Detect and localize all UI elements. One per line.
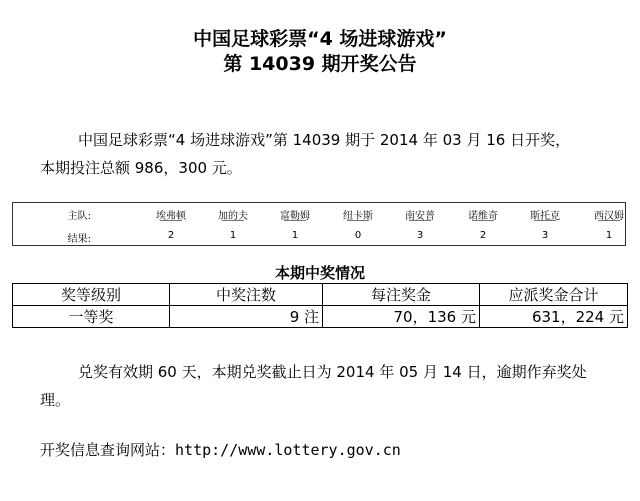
separator-dash [347,220,369,221]
prize-per-bet: 70，136 元 [323,306,480,328]
prize-level: 一等奖 [13,306,170,328]
separator-dash [409,220,431,221]
goal-count: 3 [416,230,424,241]
separator-dash [472,220,494,221]
team-name: 纽卡斯 [343,211,373,222]
goal-count: 0 [354,230,362,241]
notice-line1: 兑奖有效期 60 天，本期兑奖截止日为 2014 年 05 月 14 日，逾期作弃奖处 [78,363,587,381]
separator-row [13,217,625,223]
goal-count: 2 [479,230,487,241]
column-header: 应派奖金合计 [480,284,628,306]
intro-paragraph [40,126,620,182]
result-row [13,230,625,244]
prize-total: 631，224 元 [480,306,628,328]
column-header: 每注奖金 [323,284,480,306]
goal-count: 2 [167,230,175,241]
intro-line2: 本期投注总额 986，300 元。 [40,159,242,177]
team-name: 斯托克 [530,211,560,222]
website-link[interactable]: http://www.lottery.gov.cn [175,441,401,459]
goal-count: 3 [541,230,549,241]
separator-dash [534,220,556,221]
team-name: 诺维奇 [468,211,498,222]
page-title-line1: 中国足球彩票“4 场进球游戏” [193,28,447,50]
website-line [40,440,401,460]
prize-table [12,283,628,328]
website-label: 开奖信息查询网站： [40,441,176,459]
column-header: 中奖注数 [170,284,323,306]
notice-line2: 理。 [40,391,71,409]
table-row [13,306,628,328]
result-label: 结果: [67,234,91,245]
home-team-label: 主队: [67,211,91,222]
separator-dash [222,220,244,221]
column-header: 奖等级别 [13,284,170,306]
goal-count: 1 [605,230,613,241]
team-name: 富勒姆 [280,211,310,222]
team-name: 埃弗顿 [156,211,186,222]
goal-count: 1 [229,230,237,241]
separator-dash [160,220,182,221]
page-title-line2: 第 14039 期开奖公告 [223,53,417,75]
team-name: 加的夫 [218,211,248,222]
team-name: 西汉姆 [594,211,624,222]
separator-dash [284,220,306,221]
redemption-notice [40,358,620,414]
winner-count: 9 注 [170,306,323,328]
prize-section-title: 本期中奖情况 [274,264,365,282]
goal-count: 1 [291,230,299,241]
team-name: 南安普 [405,211,435,222]
intro-line1: 中国足球彩票“4 场进球游戏”第 14039 期于 2014 年 03 月 16 日开奖， [78,131,571,149]
separator-dash [598,220,620,221]
prize-table-header [13,284,628,306]
match-results-box [12,202,626,246]
